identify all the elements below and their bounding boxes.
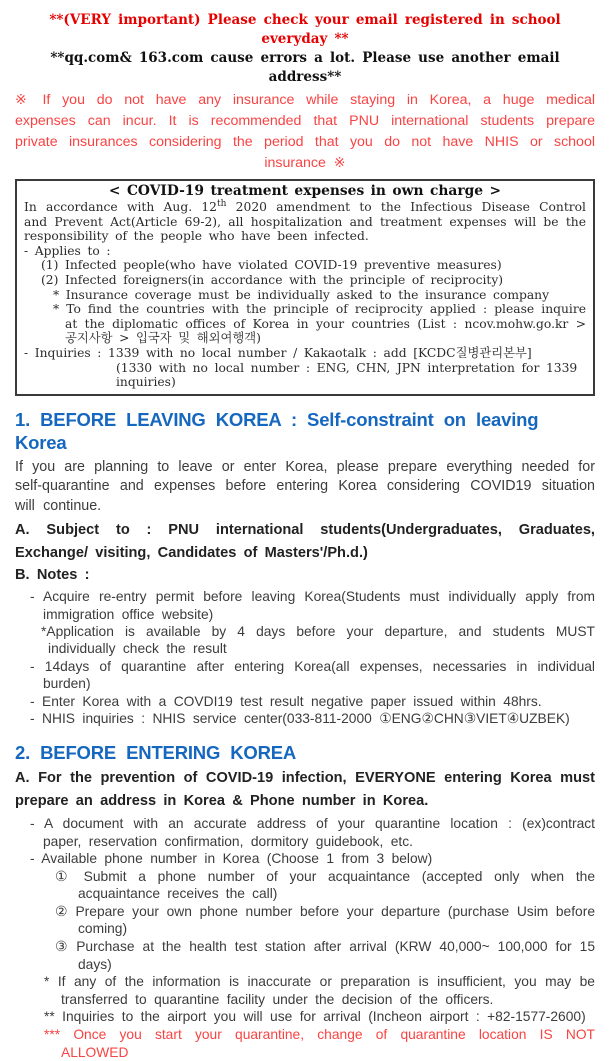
warning-inaccurate-information: * If any of the information is inaccurate or preparation is insufficient, you may be transferred to quarantine facility under the decision of the officers. bbox=[44, 974, 595, 1007]
box-applies-item-2: (2) Infected foreigners(in accordance with the principle of reciprocity) bbox=[41, 272, 504, 287]
box-reciprocity-note: * To find the countries with the principle of reciprocity applied : please inquire at the diplomatic offices of Korea in your countries (List : ncov.mohw.go.kr > 공지사항 > 입국자 및 해외여행객) bbox=[53, 302, 586, 346]
item-available-phone-number: - Available phone number in Korea (Choose 1 from 3 below) bbox=[30, 851, 433, 867]
box-applies-label: - Applies to : bbox=[24, 243, 111, 258]
box-inquiries-sub: (1330 with no local number : ENG, CHN, JPN interpretation for 1339 inquiries) bbox=[116, 360, 578, 390]
covid-treatment-expenses-box bbox=[15, 179, 595, 396]
phone-option-own-number: ② Prepare your own phone number before your departure (purchase Usim before coming) bbox=[55, 903, 595, 937]
box-applies-item-1: (1) Infected people(who have violated COVID-19 preventive measures) bbox=[41, 258, 502, 273]
note-quarantine-14days: - 14days of quarantine after entering Korea(all expenses, necessaries in individual burden) bbox=[30, 658, 595, 692]
section2-heading: 2. BEFORE ENTERING KOREA bbox=[15, 742, 297, 764]
top-notice bbox=[15, 11, 595, 174]
box-intro-paragraph bbox=[24, 200, 586, 244]
section2-items-list bbox=[15, 815, 595, 1061]
box-insurance-note: * Insurance coverage must be individually asked to the insurance company bbox=[53, 287, 550, 302]
email-check-warning: **(VERY important) Please check your email registered in school everyday ** bbox=[49, 12, 561, 47]
box-intro-text-a: In accordance with Aug. 12 bbox=[24, 200, 217, 214]
section-before-entering-korea bbox=[15, 741, 595, 1061]
phone-option-purchase-at-station: ③ Purchase at the health test station after arrival (KRW 40,000~ 100,000 for 15 days) bbox=[55, 939, 595, 972]
insurance-recommendation: ※ If you do not have any insurance while staying in Korea, a huge medical expenses can incur. It is recommended that PNU international students prepare private insurances considering the period that you do not have NHIS or school insurance ※ bbox=[15, 92, 595, 171]
box-intro-superscript: th bbox=[217, 198, 227, 209]
section1-heading: 1. BEFORE LEAVING KOREA : Self-constraint on leaving Korea bbox=[15, 408, 539, 453]
section1-subject: A. Subject to : PNU international students(Undergraduates, Graduates, Exchange/ visiting, Candidates of Masters'/Ph.d.) bbox=[15, 522, 595, 562]
email-address-warning: **qq.com& 163.com cause errors a lot. Please use another email address** bbox=[50, 50, 560, 85]
section2-subject: A. For the prevention of COVID-19 infection, EVERYONE entering Korea must prepare an address in Korea & Phone number in Korea. bbox=[15, 770, 595, 810]
note-application-availability: *Application is available by 4 days before your departure, and students MUST individually check the result bbox=[41, 624, 595, 657]
box-intro-text-b: 2020 amendment to the Infectious Disease Control and Prevent Act(Article 69-2), all hospitalization and treatment expenses will be the responsibility of the people who have been infected. bbox=[24, 200, 586, 244]
box-inquiries: - Inquiries : 1339 with no local number / Kakaotalk : add [KCDC질병관리본부] bbox=[24, 345, 532, 360]
section1-notes-label: B. Notes : bbox=[15, 567, 90, 584]
box-title: < COVID-19 treatment expenses in own charge > bbox=[108, 183, 502, 199]
warning-airport-inquiries: ** Inquiries to the airport you will use for arrival (Incheon airport : +82-1577-2600) bbox=[44, 1009, 586, 1025]
warning-no-location-change: *** Once you start your quarantine, change of quarantine location IS NOT ALLOWED bbox=[44, 1027, 595, 1060]
section1-notes-list bbox=[15, 588, 595, 727]
section1-intro-paragraph: If you are planning to leave or enter Korea, please prepare everything needed for self-quarantine and expenses before entering Korea considering COVID19 situation will continue. bbox=[15, 458, 595, 514]
note-nhis-inquiries: - NHIS inquiries : NHIS service center(033-811-2000 ①ENG②CHN③VIET④UZBEK) bbox=[30, 711, 570, 727]
section-before-leaving-korea bbox=[15, 408, 595, 728]
note-negative-test-paper: - Enter Korea with a COVDI19 test result negative paper issued within 48hrs. bbox=[30, 693, 542, 709]
phone-option-acquaintance: ① Submit a phone number of your acquaintance (accepted only when the acquaintance receives the call) bbox=[55, 868, 595, 902]
item-quarantine-address-document: - A document with an accurate address of your quarantine location : (ex)contract paper, reservation confirmation, dormitory guidebook, etc. bbox=[30, 816, 595, 849]
note-reentry-permit: - Acquire re-entry permit before leaving Korea(Students must individually apply from immigration office website) bbox=[30, 589, 595, 622]
